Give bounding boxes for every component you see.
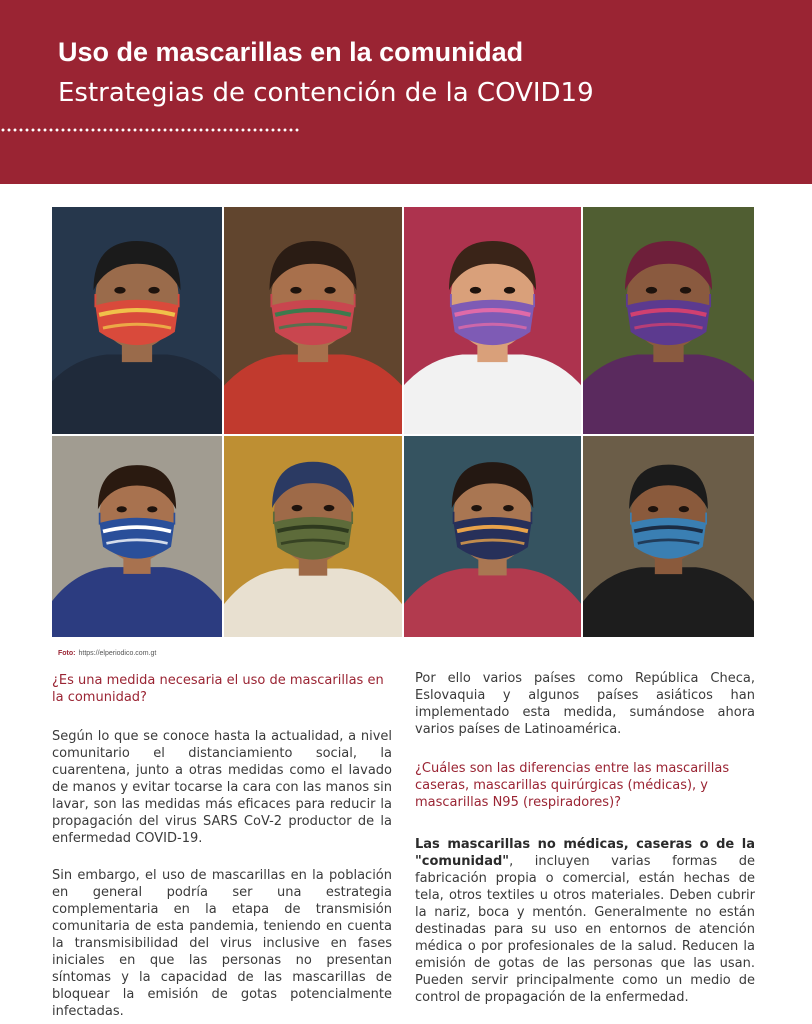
photo-collage: [52, 207, 752, 637]
paragraph-countries: Por ello varios países como República Checa, Eslovaquia y algunos países asiáticos han implementado esta medida, sumándose ahora varios países de Latinoamérica.: [415, 671, 755, 737]
page-subtitle: Estrategias de contención de la COVID19: [58, 78, 594, 108]
portrait-photo: [583, 207, 754, 434]
question-differences: ¿Cuáles son las diferencias entre las mascarillas caseras, mascarillas quirúrgicas (médicas), y mascarillas N95 (respiradores)?: [415, 761, 730, 810]
nonmedical-masks-description: , incluyen varias formas de fabricación propia o comercial, están hechas de tela, otros textiles u otros materiales. Deben cubrir la nariz, boca y mentón. Generalmente no están destinadas para su uso en entornos de atención médica o por profesionales de la salud. Reducen la emisión de gotas de las personas que las usan. Pueden servir principalmente como un medio de control de propagación de la enfermedad.: [415, 854, 755, 1005]
photo-credit-label: Foto:: [58, 650, 76, 657]
portrait-photo: [583, 436, 754, 637]
nonmedical-masks-term: Las mascarillas no médicas, caseras o de la "comunidad": [415, 837, 755, 869]
left-column: [52, 672, 392, 1020]
portrait-photo: [52, 207, 222, 434]
paragraph-complementary: Sin embargo, el uso de mascarillas en la población en general podría ser una estrategia complementaria en la etapa de transmisión comunitaria de esta pandemia, teniendo en cuenta la transmisibilidad del virus inclusive en fases iniciales en que las personas no presentan síntomas y la capacidad de las mascarillas de bloquear la emisión de gotas potencialmente infectadas.: [52, 868, 392, 1019]
photo-credit: [58, 649, 156, 658]
paragraph-nonmedical-masks: [415, 836, 755, 1006]
header-banner: [0, 0, 812, 184]
portrait-photo: [404, 207, 581, 434]
paragraph-distancing: Según lo que se conoce hasta la actualidad, a nivel comunitario el distanciamiento social, la cuarentena, junto a otras medidas como el lavado de manos y evitar tocarse la cara con las manos sin lavar, son las medidas más eficaces para reducir la propagación del virus SARS CoV-2 productor de la enfermedad COVID-19.: [52, 729, 392, 846]
right-column: [415, 670, 755, 1006]
portrait-photo: [52, 436, 222, 637]
portrait-photo: [404, 436, 581, 637]
question-necessity: ¿Es una medida necesaria el uso de mascarillas en la comunidad?: [52, 673, 384, 705]
page-title: Uso de mascarillas en la comunidad: [58, 37, 524, 67]
dotted-divider: [0, 128, 300, 132]
portrait-photo: [224, 207, 402, 434]
portrait-photo: [224, 436, 402, 637]
photo-credit-source: https://elperiodico.com.gt: [78, 650, 157, 657]
